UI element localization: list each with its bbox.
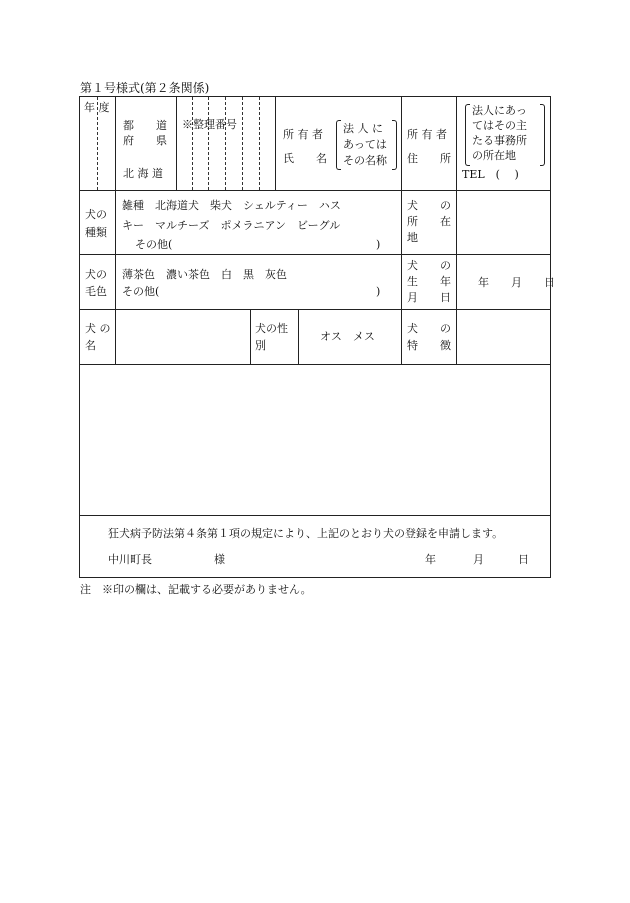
dog-breed-options: キー マルチーズ ポメラニアン ビーグル xyxy=(122,219,341,232)
corp-address-label: の所在地 xyxy=(472,149,516,162)
col-divider xyxy=(115,96,116,191)
coat-color-label: 犬の xyxy=(85,268,107,281)
col-divider xyxy=(275,96,276,191)
seiri-dashed-divider xyxy=(242,97,243,190)
footnote: 注 ※印の欄は、記載する必要がありません。 xyxy=(80,583,312,596)
tel-label: TEL ( ) xyxy=(462,168,519,181)
addressee: 中川町長 xyxy=(108,553,152,566)
bracket-left-icon xyxy=(336,120,341,170)
dog-breed-other: その他( xyxy=(135,238,173,251)
col-divider xyxy=(176,96,177,191)
table-border-left xyxy=(79,96,80,578)
owner-name-label: 所 有 者 xyxy=(283,128,323,141)
date-day-label: 日 xyxy=(518,553,529,566)
col-divider xyxy=(456,96,457,191)
date-month-label: 月 xyxy=(473,553,484,566)
dog-name-label: 犬 の xyxy=(85,322,111,335)
col-divider xyxy=(401,96,402,191)
dog-features-label: 特 徴 xyxy=(407,339,451,352)
owner-name-label: 氏 名 xyxy=(283,152,327,165)
prefecture-label: 都 道 xyxy=(123,119,167,132)
table-border-top xyxy=(79,96,551,97)
seiri-dashed-divider xyxy=(259,97,260,190)
seiri-dashed-divider xyxy=(208,97,209,190)
date-year-label: 年 xyxy=(425,553,436,566)
row-divider xyxy=(79,254,551,255)
form-title: 第１号様式(第２条関係) xyxy=(80,81,210,95)
seiri-dashed-divider xyxy=(192,97,193,190)
row-divider xyxy=(79,309,551,310)
prefecture-label: 府 県 xyxy=(123,134,167,147)
corp-name-label: 法 人 に xyxy=(343,122,383,135)
coat-color-label: 毛色 xyxy=(85,285,107,298)
birthdate-label: 犬 の xyxy=(407,259,451,272)
coat-color-other: その他( xyxy=(122,285,160,298)
seiri-number-label: ※整理番号 xyxy=(182,118,237,131)
owner-address-label: 所 有 者 xyxy=(407,128,447,141)
owner-address-label: 住 所 xyxy=(407,152,451,165)
birthdate-label: 月 日 xyxy=(407,291,451,304)
bracket-right-icon xyxy=(540,104,545,166)
row-divider xyxy=(79,515,551,516)
dog-breed-label: 犬の xyxy=(85,208,107,221)
declaration-text: 狂犬病予防法第４条第１項の規定により、上記のとおり犬の登録を申請します。 xyxy=(108,527,504,540)
birthdate-label: 生 年 xyxy=(407,275,451,288)
table-border-right xyxy=(550,96,551,578)
col-divider xyxy=(115,190,116,365)
prefecture-value: 北 海 道 xyxy=(123,167,163,180)
col-divider xyxy=(250,309,251,365)
dog-location-label: 犬 の xyxy=(407,199,451,212)
corp-address-label: 法人にあっ xyxy=(472,104,527,117)
bracket-right-icon xyxy=(392,120,397,170)
honorific: 様 xyxy=(214,553,225,566)
dog-breed-label: 種類 xyxy=(85,226,107,239)
coat-color-other-close: ) xyxy=(376,285,381,298)
dog-breed-other-close: ) xyxy=(376,238,381,251)
dog-location-label: 地 xyxy=(407,231,418,244)
corp-address-label: たる事務所 xyxy=(472,134,527,147)
corp-name-label: その名称 xyxy=(343,154,387,167)
dog-sex-label: 犬の性 xyxy=(255,322,288,335)
seiri-dashed-divider xyxy=(225,97,226,190)
col-divider xyxy=(456,190,457,365)
dog-location-label: 所 在 xyxy=(407,215,451,228)
dog-name-label: 名 xyxy=(85,339,96,352)
col-divider xyxy=(298,309,299,365)
birthdate-value: 年 月 日 xyxy=(478,276,555,289)
coat-color-options: 薄茶色 濃い茶色 白 黒 灰色 xyxy=(122,268,287,281)
corp-address-label: てはその主 xyxy=(472,119,527,132)
corp-name-label: あっては xyxy=(343,138,387,151)
dog-sex-label: 別 xyxy=(255,339,266,352)
row-divider xyxy=(79,364,551,365)
col-divider xyxy=(401,190,402,365)
table-border-bottom xyxy=(79,577,551,578)
nendo-label: 年 度 xyxy=(84,101,110,114)
bracket-left-icon xyxy=(465,104,470,166)
dog-breed-options: 雑種 北海道犬 柴犬 シェルティー ハス xyxy=(122,199,341,212)
dog-features-label: 犬 の xyxy=(407,322,451,335)
dog-sex-options: オス メス xyxy=(320,330,375,343)
row-divider xyxy=(79,190,551,191)
